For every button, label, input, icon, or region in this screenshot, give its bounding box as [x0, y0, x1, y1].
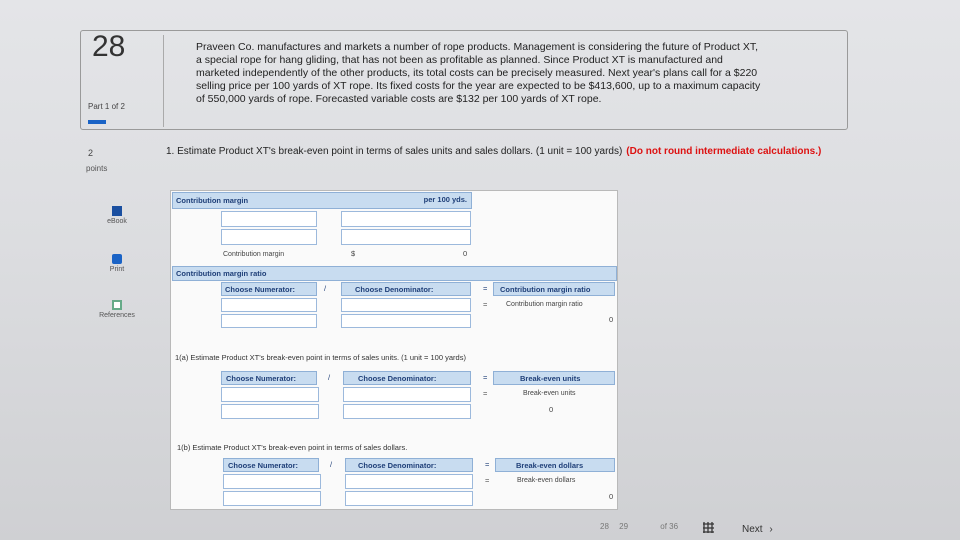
task-instruction	[166, 146, 826, 158]
bed-numerator-input-2[interactable]	[223, 491, 321, 506]
chevron-right-icon: ›	[769, 524, 773, 535]
cmr-result-label: Contribution margin ratio	[506, 301, 583, 308]
beu-result-header: Break-even units	[493, 371, 615, 385]
beu-equals-row: =	[483, 389, 488, 398]
part-a-title: 1(a) Estimate Product XT's break-even point in terms of sales units. (1 unit = 100 yards)	[175, 353, 466, 362]
cm-line2-amount-input[interactable]	[341, 229, 471, 245]
cm-line1-label-input[interactable]	[221, 211, 317, 227]
question-line: of 550,000 yards of rope. Forecasted variable costs are $132 per 100 yards of XT rope.	[196, 93, 602, 105]
bed-numerator-input[interactable]	[223, 474, 321, 489]
question-line: selling price per 100 yards of XT rope. Its fixed costs for the year are expected to be $413,600, up to a maximum capacity	[196, 80, 761, 92]
pager	[600, 522, 678, 531]
print-link[interactable]	[92, 254, 142, 273]
bed-result-label: Break-even dollars	[517, 477, 576, 484]
pager-total: of 36	[660, 522, 679, 531]
bed-result-header: Break-even dollars	[495, 458, 615, 472]
cmr-denominator-input[interactable]	[341, 298, 471, 312]
per-unit-label: per 100 yds.	[423, 195, 467, 204]
beu-denominator-input-2[interactable]	[343, 404, 471, 419]
beu-numerator-input[interactable]	[221, 387, 319, 402]
bed-denominator-input[interactable]	[345, 474, 473, 489]
cmr-denominator-input-2[interactable]	[341, 314, 471, 328]
bed-equals-row: =	[485, 476, 490, 485]
cmr-result-header: Contribution margin ratio	[493, 282, 615, 296]
cmr-header: Contribution margin ratio	[172, 266, 617, 281]
bed-result-value: 0	[609, 492, 614, 501]
question-number: 28	[92, 30, 126, 63]
cm-line1-amount-input[interactable]	[341, 211, 471, 227]
cmr-result-value: 0	[609, 315, 614, 324]
beu-denominator-input[interactable]	[343, 387, 471, 402]
task-text: 1. Estimate Product XT's break-even point in terms of sales units and sales dollars. (1 unit = 100 yards)	[166, 146, 623, 157]
book-icon	[112, 206, 122, 216]
part-b-title: 1(b) Estimate Product XT's break-even point in terms of sales dollars.	[177, 443, 408, 452]
cmr-numerator-input[interactable]	[221, 298, 317, 312]
question-text	[196, 41, 826, 106]
worksheet	[170, 190, 618, 510]
next-button[interactable]	[742, 524, 773, 535]
next-label: Next	[742, 524, 763, 535]
beu-numerator-header: Choose Numerator:	[221, 371, 317, 385]
cm-header: Contribution margin	[172, 192, 472, 209]
pager-prev-number[interactable]: 28	[600, 522, 609, 531]
bed-denominator-header: Choose Denominator:	[345, 458, 473, 472]
beu-equals: =	[483, 373, 488, 382]
cmr-numerator-header: Choose Numerator:	[221, 282, 317, 296]
task-note: (Do not round intermediate calculations.)	[626, 146, 822, 157]
references-icon	[112, 300, 122, 310]
cmr-numerator-input-2[interactable]	[221, 314, 317, 328]
beu-result-value: 0	[549, 405, 554, 414]
ebook-link[interactable]	[92, 206, 142, 225]
cmr-equals: =	[483, 284, 488, 293]
beu-slash: /	[328, 373, 331, 382]
beu-result-label: Break-even units	[523, 390, 576, 397]
bed-denominator-input-2[interactable]	[345, 491, 473, 506]
bed-equals: =	[485, 460, 490, 469]
question-divider	[163, 35, 164, 127]
question-line: a special rope for hang gliding, that has not been as profitable as planned. Since Product XT is manufactured and	[196, 54, 723, 66]
printer-icon	[112, 254, 122, 264]
cmr-equals-row: =	[483, 300, 488, 309]
cm-total-label: Contribution margin	[223, 251, 285, 258]
part-progress-bar	[88, 120, 106, 124]
question-line: marketed independently of the other products, its total costs can be precisely measured. Next year's plans call for a $220	[196, 67, 758, 79]
pager-current-number: 29	[619, 522, 629, 531]
bed-numerator-header: Choose Numerator:	[223, 458, 319, 472]
ebook-label: eBook	[107, 218, 127, 225]
print-label: Print	[109, 266, 125, 273]
beu-numerator-input-2[interactable]	[221, 404, 319, 419]
bed-slash: /	[330, 460, 333, 469]
points-value: 2	[88, 148, 94, 158]
cmr-denominator-header: Choose Denominator:	[341, 282, 471, 296]
points-label: points	[86, 164, 108, 173]
cm-total-value: 0	[463, 249, 468, 258]
beu-denominator-header: Choose Denominator:	[343, 371, 471, 385]
part-label: Part 1 of 2	[88, 102, 125, 111]
cmr-slash: /	[324, 284, 327, 293]
references-label: References	[99, 312, 135, 319]
cm-dollar-sign: $	[351, 249, 356, 258]
question-line: Praveen Co. manufactures and markets a number of rope products. Management is considering the future of Product XT,	[196, 41, 759, 53]
references-link[interactable]	[92, 300, 142, 319]
cm-line2-label-input[interactable]	[221, 229, 317, 245]
grid-icon[interactable]	[703, 522, 714, 533]
